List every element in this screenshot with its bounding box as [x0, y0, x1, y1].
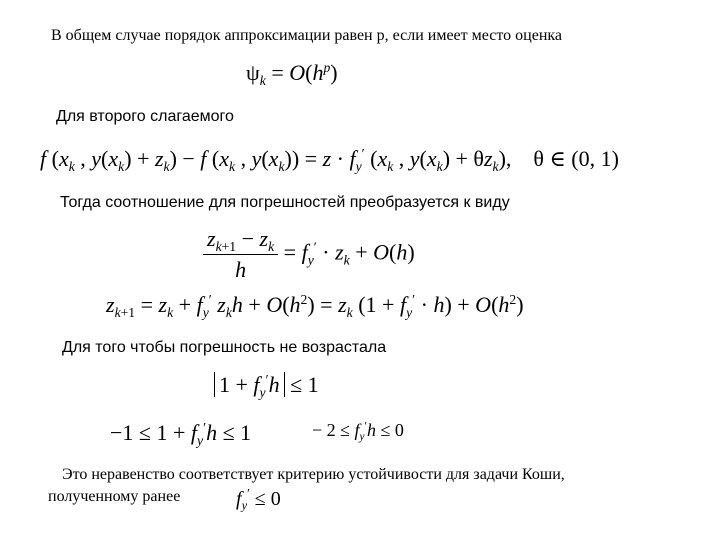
text-error-not-grow: Для того чтобы погрешность не возрастала — [62, 339, 387, 356]
text-second-term: Для второго слагаемого — [56, 108, 234, 125]
text-obtained-earlier: полученному ранее — [48, 488, 181, 505]
text-error-relation: Тогда соотношение для погрешностей преобразуется к виду — [60, 194, 510, 211]
formula-second-term: f ($x_k$ , $y(x_k) + z_k) - f$ ($x_k$ , $y(x_k)) = z \cdot f_y'$ ($x_k$ , $y(x_k) + \theta z_k$), θ ∈ (0, 1) — [40, 145, 619, 174]
formula-relation: $\frac{z_{k+1} - z_k}{h}$ = $f_y' \cdot z_k + O(h)$ — [203, 226, 415, 283]
text-stability-criterion: Это неравенство соответствует критерию устойчивости для задачи Коши, — [62, 466, 565, 483]
text-order-approximation: В общем случае порядок аппроксимации равен p, если имеет место оценка — [51, 27, 563, 44]
formula-range-inequality: − $2 \le f_y'h \le 0$ — [312, 420, 404, 443]
formula-estimate: $\psi_k = O(h^p)$ — [246, 59, 338, 88]
formula-final-inequality: $f_y' \le 0$ — [236, 486, 281, 513]
formula-recurrence: $z_{k+1} = z_k + f_y'$ $z_kh + O(h^2) = z_k$ $(1 + f_y' \cdot h) + O(h^2)$ — [106, 291, 524, 320]
formula-double-inequality: $-1 \le 1 + f_y'h \le 1$ — [110, 419, 252, 448]
formula-abs-inequality: $1 + f_y'h \le 1$ — [214, 372, 319, 398]
